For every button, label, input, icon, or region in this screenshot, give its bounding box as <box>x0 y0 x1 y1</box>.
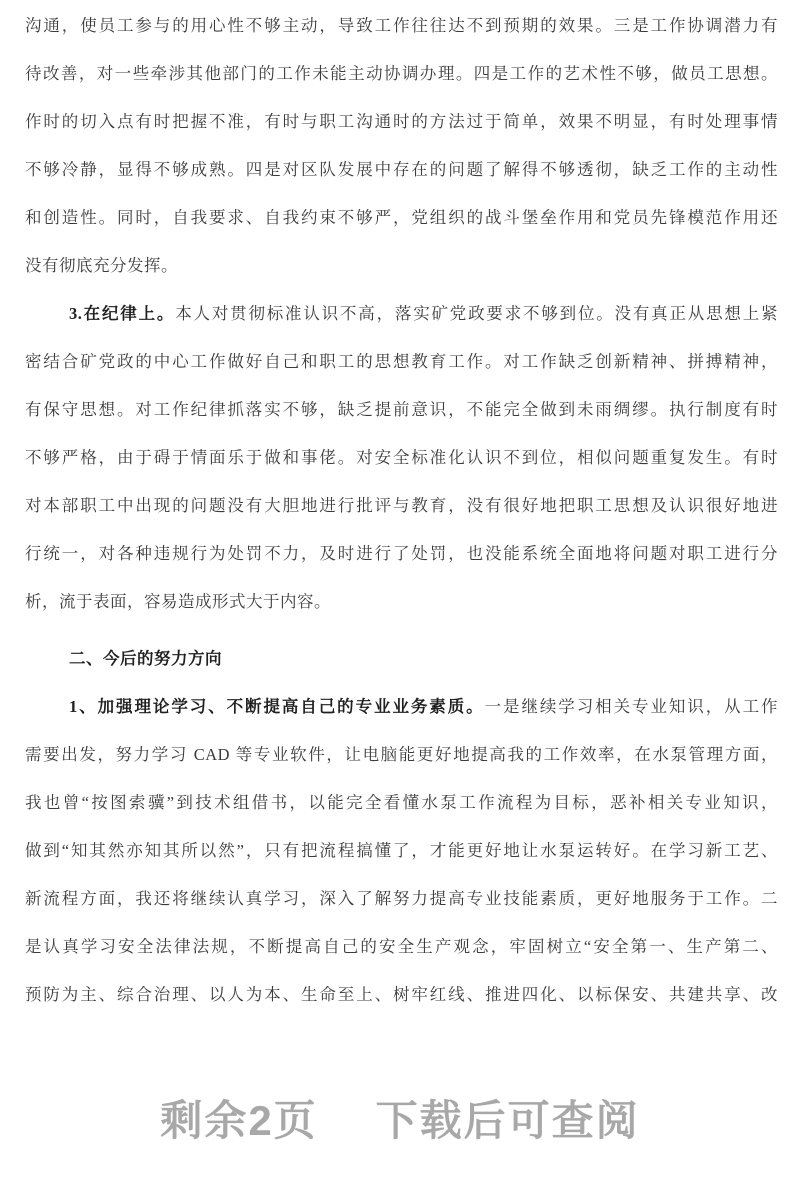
text-line <box>25 779 778 827</box>
text-segment: 行统一，对各种违规行为处罚不力，及时进行了处罚，也没能系统全面地将问题对职工进行分 <box>25 544 778 563</box>
download-hint-text: 下载后可查阅 <box>375 1097 640 1144</box>
text-segment: 有保守思想。对工作纪律抓落实不够，缺乏提前意识，不能完全做到未雨绸缪。执行制度有时 <box>25 400 778 419</box>
text-line <box>25 242 778 290</box>
text-line <box>25 98 778 146</box>
text-line <box>25 194 778 242</box>
text-line <box>25 827 778 875</box>
text-line <box>25 530 778 578</box>
text-segment: 作时的切入点有时把握不准，有时与职工沟通时的方法过于简单，效果不明显，有时处理事情 <box>25 112 778 131</box>
text-segment: 不够冷静，显得不够成熟。四是对区队发展中存在的问题了解得不够透彻，缺乏工作的主动性 <box>25 160 778 179</box>
text-segment: 预防为主、综合治理、以人为本、生命至上、树牢红线、推进四化、以标保安、共建共享、改 <box>25 985 778 1004</box>
text-segment: 是认真学习安全法律法规，不断提高自己的安全生产观念，牢固树立“安全第一、生产第二、 <box>25 937 778 956</box>
text-line <box>25 50 778 98</box>
text-segment: 待改善，对一些牵涉其他部门的工作未能主动协调办理。四是工作的艺术性不够，做员工思想。 <box>25 64 778 83</box>
text-line <box>25 683 778 731</box>
text-line <box>25 578 778 626</box>
text-segment: 和创造性。同时，自我要求、自我约束不够严，党组织的战斗堡垒作用和党员先锋模范作用还 <box>25 208 778 227</box>
text-segment: 做到“知其然亦知其所以然”，只有把流程搞懂了，才能更好地让水泵运转好。在学习新工艺、 <box>25 841 778 860</box>
text-line <box>25 386 778 434</box>
text-line <box>25 482 778 530</box>
text-segment: 新流程方面，我还将继续认真学习，深入了解努力提高专业技能素质，更好地服务于工作。二 <box>25 889 778 908</box>
text-segment: 本人对贯彻标准认识不高，落实矿党政要求不够到位。没有真正从思想上紧 <box>175 304 778 323</box>
text-segment: 不够严格，由于碍于情面乐于做和事佬。对安全标准化认识不到位，相似问题重复发生。有时 <box>25 448 778 467</box>
section-heading <box>25 635 778 683</box>
text-segment: 沟通，使员工参与的用心性不够主动，导致工作往往达不到预期的效果。三是工作协调潜力有 <box>25 16 778 35</box>
text-line <box>25 923 778 971</box>
text-segment: 对本部职工中出现的问题没有大胆地进行批评与教育，没有很好地把职工思想及认识很好地进 <box>25 496 778 515</box>
text-segment: 我也曾“按图索骥”到技术组借书，以能完全看懂水泵工作流程为目标，恶补相关专业知识， <box>25 793 778 812</box>
text-segment: 析，流于表面，容易造成形式大于内容。 <box>25 592 331 611</box>
text-line <box>25 2 778 50</box>
text-line <box>25 731 778 779</box>
bold-text-segment: 二、今后的努力方向 <box>69 649 222 668</box>
bold-text-segment: 1、加强理论学习、不断提高自己的专业业务素质。 <box>69 697 485 716</box>
text-line <box>25 434 778 482</box>
text-line <box>25 875 778 923</box>
text-segment: 一是继续学习相关专业知识，从工作 <box>484 697 778 716</box>
bold-text-segment: 3.在纪律上。 <box>69 304 176 323</box>
text-segment: 密结合矿党政的中心工作做好自己和职工的思想教育工作。对工作缺乏创新精神、拼搏精神， <box>25 352 778 371</box>
text-line <box>25 290 778 338</box>
pages-remaining-watermark <box>0 1088 800 1148</box>
pages-remaining-text: 剩余2页 <box>160 1097 318 1144</box>
text-line <box>25 338 778 386</box>
text-line <box>25 146 778 194</box>
text-segment: 没有彻底充分发挥。 <box>25 256 178 275</box>
text-line <box>25 971 778 1019</box>
text-segment: 需要出发，努力学习 CAD 等专业软件，让电脑能更好地提高我的工作效率，在水泵管理方面， <box>25 745 778 764</box>
